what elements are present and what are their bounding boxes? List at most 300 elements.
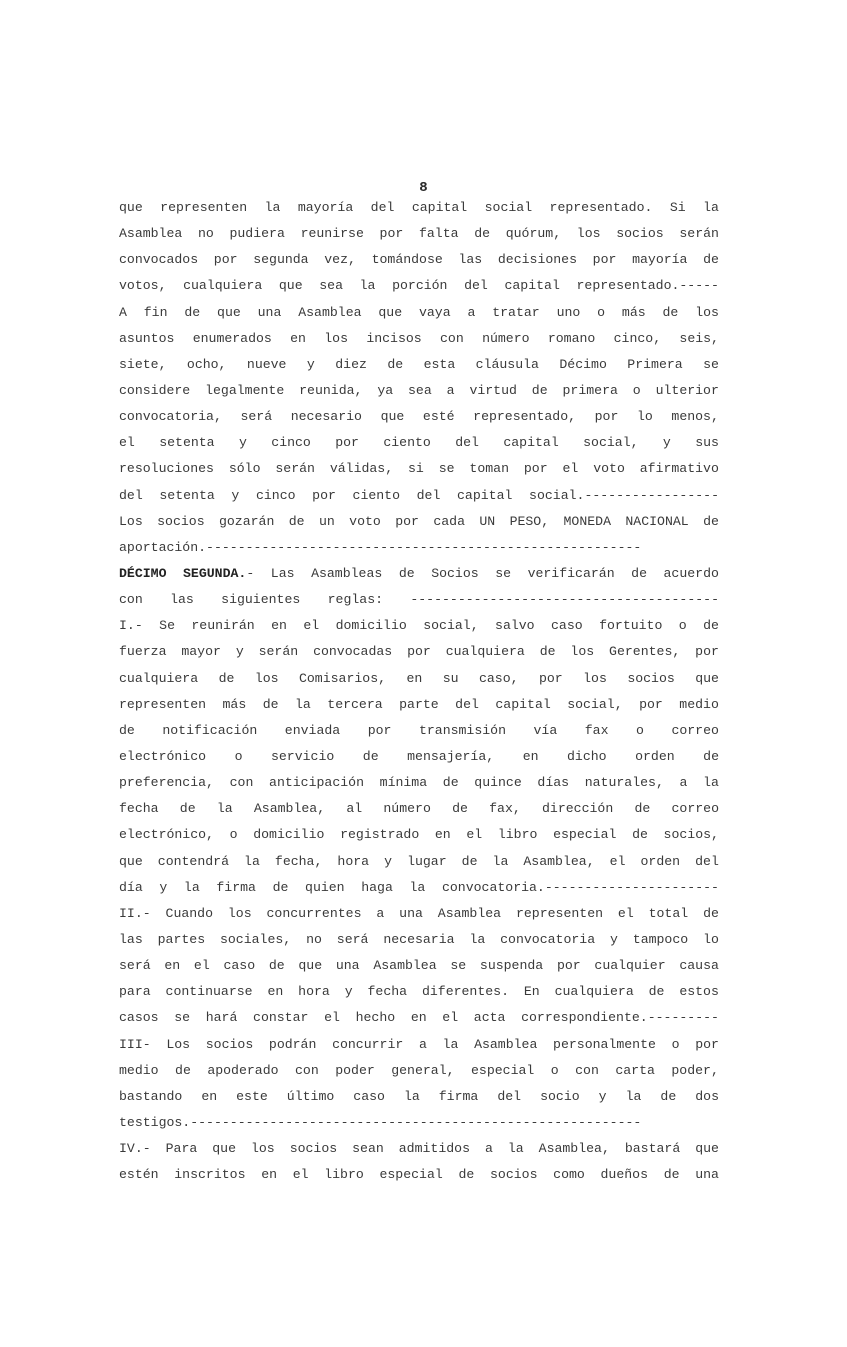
word: fuerza (119, 644, 167, 660)
word: a (467, 304, 476, 320)
text-line (119, 221, 719, 247)
word: la (442, 1036, 459, 1052)
word: orden (640, 853, 681, 869)
word: de (648, 984, 665, 1000)
word: en (261, 1167, 278, 1183)
word: del (370, 200, 395, 215)
word: Asamblea, (523, 853, 595, 869)
word: del (119, 487, 143, 503)
word: poder (335, 1062, 375, 1078)
word: de (663, 1167, 680, 1183)
word: el (119, 435, 135, 451)
word: el (292, 1167, 309, 1183)
word: MONEDA (563, 513, 611, 529)
word: total (648, 905, 689, 921)
word: Primera (627, 356, 683, 372)
word: no (306, 931, 322, 947)
word: por (538, 670, 563, 686)
word: del (464, 278, 488, 294)
word: de (703, 513, 719, 529)
word: el (303, 618, 320, 634)
word: sociales, (219, 931, 292, 947)
word: diferentes. (421, 984, 510, 1000)
word: inscritos (174, 1167, 246, 1183)
word: que (378, 304, 403, 320)
word: capital (411, 200, 468, 215)
word: quince (474, 775, 522, 791)
word: electrónico (119, 748, 207, 764)
word: lugar (407, 853, 447, 869)
word: domicilio (335, 618, 407, 634)
word: de (362, 748, 379, 764)
text-line (119, 483, 719, 509)
word: la (409, 879, 426, 895)
word: mensajería, (407, 748, 495, 764)
word: vía (533, 722, 558, 738)
text-line (119, 195, 719, 221)
word: siguientes (221, 592, 301, 608)
word: el (324, 1010, 340, 1026)
word: que (380, 409, 405, 425)
word: Cuando (165, 905, 214, 921)
word: social, (583, 435, 639, 451)
word: vaya (418, 304, 451, 320)
word: Asamblea (373, 958, 437, 974)
word: cláusula (475, 356, 539, 372)
word: reunida, (299, 382, 363, 398)
word: nueve (246, 356, 287, 372)
word: se (495, 565, 512, 581)
word: será (336, 931, 369, 947)
word: testigos.--------------------------------------------------------- (119, 1114, 642, 1130)
word: sean (352, 1141, 384, 1157)
word: ulterior (655, 382, 719, 398)
word: por (379, 226, 404, 242)
word: personalmente (553, 1036, 656, 1052)
page-number: 8 (419, 180, 428, 196)
word: correspondiente.--------- (521, 1010, 719, 1026)
word: afirmativo (639, 461, 719, 477)
word: asuntos (119, 330, 175, 346)
text-line (119, 692, 719, 718)
word: la (183, 879, 200, 895)
word: socios (627, 670, 675, 686)
text-line (119, 1110, 719, 1136)
word: de (632, 827, 648, 843)
word: IV.- (119, 1141, 151, 1157)
word: especial (379, 1167, 443, 1183)
word: convocados (119, 252, 199, 268)
text-line (119, 613, 719, 639)
word: mayor (181, 644, 221, 660)
word: de (531, 382, 548, 398)
word: cinco (271, 435, 311, 451)
word: por (594, 409, 619, 425)
word: Socios (431, 565, 479, 581)
word: una (335, 958, 360, 974)
word: social, (567, 696, 623, 712)
word: representen (160, 200, 248, 215)
word: convocatoria, (119, 409, 222, 425)
word: por (592, 252, 617, 268)
word: por (523, 461, 548, 477)
word: correo (671, 722, 719, 738)
word: y (231, 487, 240, 503)
word: por (556, 958, 581, 974)
word: contendrá (157, 853, 230, 869)
word: acta (473, 1010, 506, 1026)
word: correo (671, 801, 719, 817)
text-line (119, 456, 719, 482)
text-line (119, 1032, 719, 1058)
word: de (442, 775, 459, 791)
word: más (621, 304, 646, 320)
word: dicho (567, 748, 607, 764)
word: la (469, 931, 486, 947)
word: carta (615, 1062, 655, 1078)
word: Asamblea (474, 1036, 538, 1052)
word: cada (433, 513, 465, 529)
word: con (295, 1062, 319, 1078)
word: del (416, 487, 441, 503)
word: PESO, (509, 513, 550, 529)
word: la (492, 853, 509, 869)
word: fecha (119, 801, 159, 817)
text-line (119, 378, 719, 404)
text-line (119, 744, 719, 770)
word: en (271, 618, 287, 634)
word: seis, (679, 330, 719, 346)
word: del (455, 435, 479, 451)
word: a (418, 1036, 427, 1052)
word: capital (457, 487, 513, 503)
word: de (387, 356, 404, 372)
word: libro (324, 1167, 364, 1183)
word: preferencia, (119, 775, 214, 791)
word: una (399, 905, 423, 921)
word: representado. (549, 200, 653, 215)
word: o (636, 722, 644, 738)
word: Gerentes, (609, 644, 681, 660)
word: o (671, 1036, 680, 1052)
word: el (609, 853, 626, 869)
word: día (119, 879, 143, 895)
text-line (119, 561, 719, 587)
word: naturales, (584, 775, 664, 791)
text-line (119, 273, 719, 299)
word: y (159, 879, 168, 895)
word: capital (504, 278, 560, 294)
text-line (119, 1005, 719, 1031)
word: esté (422, 409, 455, 425)
word: A (119, 304, 127, 320)
word: cualquier (594, 958, 666, 974)
word: y (609, 931, 618, 947)
word: reglas: (327, 592, 384, 608)
word: de (175, 1062, 191, 1078)
word: uno (556, 304, 581, 320)
word: cinco (255, 487, 296, 503)
word: setenta (159, 487, 215, 503)
word: los (583, 670, 607, 686)
word: se (438, 461, 455, 477)
text-line (119, 430, 719, 456)
word: capital (503, 435, 559, 451)
word: de (634, 801, 651, 817)
word: ya (377, 382, 394, 398)
word: y (235, 644, 244, 660)
word: social.----------------- (529, 487, 719, 503)
text-line (119, 849, 719, 875)
word: suspenda (479, 958, 544, 974)
word: hora (298, 984, 330, 1000)
word: no (197, 226, 214, 242)
word: de (703, 748, 719, 764)
word: gozarán (218, 513, 275, 529)
word: UN (479, 513, 496, 529)
word: socios (616, 226, 664, 242)
word: el (617, 905, 634, 921)
word: convocatoria (500, 931, 596, 947)
word: voto (593, 461, 625, 477)
word: de (268, 958, 285, 974)
word: a (376, 905, 385, 921)
word: menos, (671, 409, 719, 425)
word: fortuito (599, 618, 663, 634)
word: resoluciones (119, 461, 214, 477)
word: reunirán (191, 618, 255, 634)
word: DÉCIMO (119, 565, 167, 581)
word: enumerados (192, 330, 272, 346)
word: sus (695, 435, 719, 451)
word: el (193, 958, 210, 974)
word: ocho, (186, 356, 227, 372)
word: más (222, 696, 247, 712)
word: se (174, 1010, 191, 1026)
word: social (484, 200, 533, 215)
word: la (264, 200, 281, 215)
word: anticipación (269, 775, 364, 791)
word: los (324, 330, 349, 346)
word: Asamblea (298, 304, 362, 320)
word: fax, (489, 801, 521, 817)
word: en (522, 748, 539, 764)
word: necesaria (383, 931, 455, 947)
word: dirección (542, 801, 614, 817)
text-line (119, 901, 719, 927)
word: y (384, 853, 393, 869)
word: a (484, 1141, 493, 1157)
word: Décimo (559, 356, 607, 372)
word: notificación (162, 722, 258, 738)
text-line (119, 300, 719, 326)
word: decisiones (497, 252, 578, 268)
word: continuarse (165, 984, 253, 1000)
word: que (217, 304, 241, 320)
word: socios (205, 1036, 254, 1052)
word: de (631, 565, 647, 581)
word: o (678, 618, 687, 634)
word: por (312, 487, 336, 503)
text-line (119, 247, 719, 273)
word: serán (258, 644, 299, 660)
word: para (119, 984, 151, 1000)
word: medio (119, 1062, 159, 1078)
word: estos (679, 984, 719, 1000)
word: sea (408, 382, 432, 398)
word: hora (337, 853, 370, 869)
word: los (570, 644, 595, 660)
word: con (119, 592, 143, 608)
word: lo (703, 931, 719, 947)
text-line (119, 352, 719, 378)
word: con (575, 1062, 599, 1078)
word: quórum, (505, 226, 562, 242)
word: representen (515, 905, 604, 921)
word: o (229, 827, 238, 843)
word: la (703, 775, 719, 791)
word: quien (305, 879, 345, 895)
word: caso (551, 618, 583, 634)
word: cualquiera (554, 984, 634, 1000)
word: y (662, 435, 671, 451)
word: convocadas (313, 644, 393, 660)
word: de (452, 801, 468, 817)
word: socios, (663, 827, 719, 843)
word: de (703, 905, 719, 921)
word: por (335, 435, 359, 451)
word: Asambleas (311, 565, 383, 581)
word: firma (216, 879, 256, 895)
text-line (119, 404, 719, 430)
word: fin (143, 304, 168, 320)
word: libro (497, 827, 538, 843)
word: de (184, 304, 201, 320)
word: serán (679, 226, 719, 242)
word: Se (159, 618, 175, 634)
word: que (695, 1141, 719, 1157)
text-line (119, 509, 719, 535)
word: fecha (367, 984, 408, 1000)
word: necesario (290, 409, 362, 425)
word: toman (469, 461, 509, 477)
word: enviada (284, 722, 341, 738)
word: cualquiera (119, 670, 199, 686)
word: la (403, 1088, 420, 1104)
word: a (679, 775, 688, 791)
word: en (201, 1088, 218, 1104)
word: primera (562, 382, 618, 398)
word: será (240, 409, 273, 425)
word: que (298, 958, 323, 974)
word: la (625, 1088, 642, 1104)
text-line (119, 1162, 719, 1188)
word: siete, (119, 356, 167, 372)
word: de (272, 879, 289, 895)
word: voto (349, 513, 381, 529)
text-line (119, 979, 719, 1005)
word: registrado (340, 827, 420, 843)
word: socios (490, 1167, 538, 1183)
text-line (119, 1084, 719, 1110)
word: tomándose (371, 252, 443, 268)
word: por (695, 1036, 719, 1052)
word: del (455, 696, 479, 712)
word: este (236, 1088, 268, 1104)
text-line (119, 822, 719, 848)
word: Asamblea, (253, 801, 326, 817)
word: en (434, 827, 451, 843)
text-line (119, 639, 719, 665)
word: hecho (355, 1010, 396, 1026)
word: en (267, 984, 284, 1000)
word: ciento (352, 487, 401, 503)
word: y (306, 356, 315, 372)
word: concurrentes (266, 905, 362, 921)
word: bastando (119, 1088, 183, 1104)
word: caso, (478, 670, 519, 686)
word: y (238, 435, 247, 451)
word: la (359, 278, 376, 294)
word: poder, (671, 1062, 719, 1078)
word: apoderado (207, 1062, 279, 1078)
word: cinco, (613, 330, 662, 346)
word: por (213, 252, 238, 268)
word: mínima (379, 775, 428, 791)
word: caso (353, 1088, 385, 1104)
word: dos (695, 1088, 719, 1104)
word: setenta (159, 435, 215, 451)
word: causa (679, 958, 719, 974)
word: vez, (324, 252, 356, 268)
word: medio (679, 696, 719, 712)
word: especial (553, 827, 617, 843)
word: los (576, 226, 601, 242)
word: y (344, 984, 353, 1000)
word: las (170, 592, 194, 608)
word: concurrir (332, 1036, 404, 1052)
word: el (442, 1010, 459, 1026)
word: al (346, 801, 363, 817)
word: virtud (469, 382, 517, 398)
word: esta (423, 356, 456, 372)
word: una (257, 304, 282, 320)
word: que (119, 853, 143, 869)
word: las (458, 252, 483, 268)
word: salvo (495, 618, 535, 634)
word: reunirse (300, 226, 364, 242)
word: romano (547, 330, 596, 346)
word: incisos (366, 330, 422, 346)
word: socio (540, 1088, 580, 1104)
word: por (639, 696, 663, 712)
word: --------------------------------------- (410, 592, 719, 608)
word: que (695, 670, 719, 686)
word: acuerdo (663, 565, 719, 581)
word: será (119, 958, 151, 974)
word: por (695, 644, 719, 660)
word: tratar (492, 304, 540, 320)
word: o (234, 748, 243, 764)
word: Las (270, 565, 295, 581)
word: segunda (253, 252, 309, 268)
word: hará (205, 1010, 238, 1026)
word: parte (399, 696, 439, 712)
word: los (250, 1141, 275, 1157)
word: socios (157, 513, 205, 529)
word: firma (438, 1088, 479, 1104)
word: social, (423, 618, 479, 634)
